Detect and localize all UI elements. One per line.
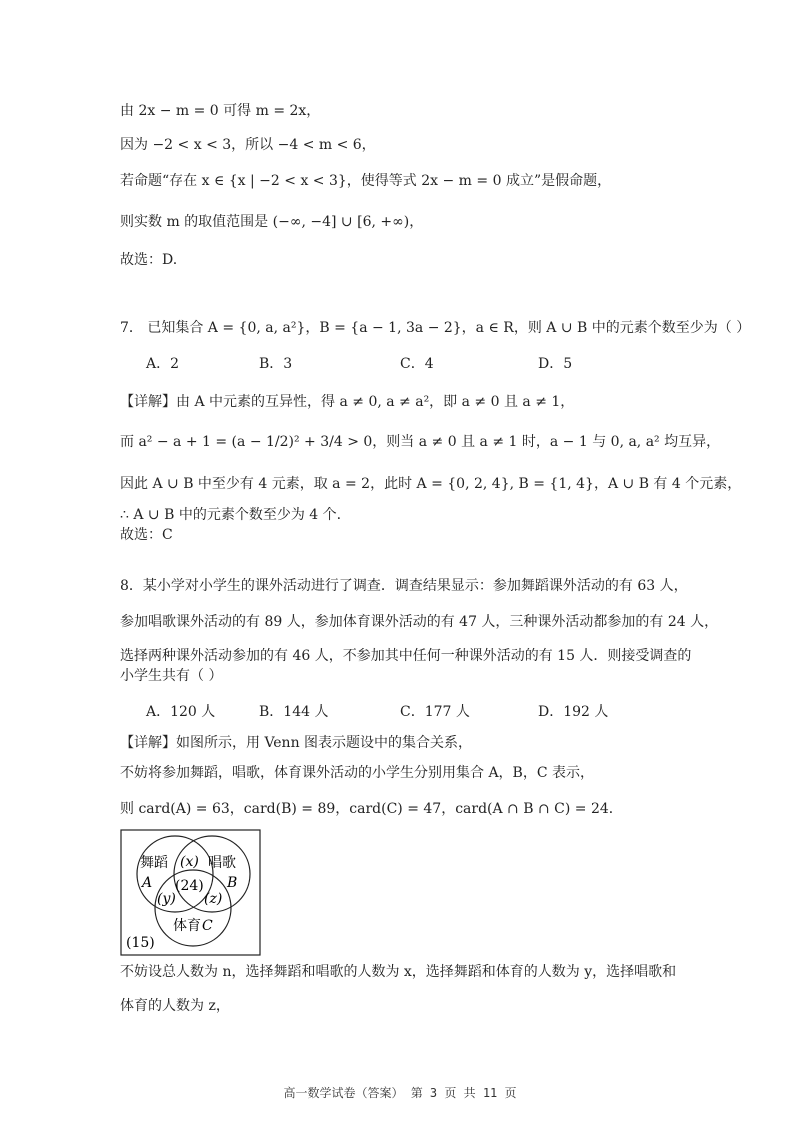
page-footer: 高一数学试卷（答案） 第 3 页 共 11 页: [283, 1086, 517, 1100]
text-line: 故选：D.: [120, 252, 178, 268]
label-x: (x): [180, 854, 199, 870]
question-7-stem: 7． 已知集合 A = {0, a, a²}，B = {a − 1, 3a − 2}，a ∈ R，则 A ∪ B 中的元素个数至少为（ ）: [120, 320, 751, 336]
q7-option-c: C．4: [400, 356, 434, 372]
q8-option-c: C．177 人: [400, 704, 470, 720]
label-set-a: A: [142, 875, 153, 891]
label-y: (y): [157, 891, 176, 907]
q8-option-d: D．192 人: [538, 704, 609, 720]
text-line: 参加唱歌课外活动的有 89 人，参加体育课外活动的有 47 人，三种课外活动都参加的有 24 人，: [120, 614, 719, 630]
label-center: (24): [175, 878, 204, 894]
text-line: 选择两种课外活动参加的有 46 人，不参加其中任何一种课外活动的有 15 人．则接受调查的: [120, 648, 692, 664]
text-line: 不妨设总人数为 n，选择舞蹈和唱歌的人数为 x，选择舞蹈和体育的人数为 y，选择唱歌和: [120, 964, 677, 980]
label-sport: 体育: [173, 918, 201, 934]
text-line: 因为 −2 < x < 3，所以 −4 < m < 6，: [120, 137, 376, 153]
text-line: 若命题“存在 x ∈ {x | −2 < x < 3}，使得等式 2x − m = 0 成立”是假命题，: [120, 173, 612, 189]
venn-diagram: [120, 829, 262, 957]
q7-option-a: A．2: [146, 356, 180, 372]
q8-option-a: A．120 人: [146, 704, 216, 720]
text-line: 小学生共有（ ）: [120, 668, 223, 684]
text-line: 【详解】由 A 中元素的互异性，得 a ≠ 0, a ≠ a²，即 a ≠ 0 且 a ≠ 1，: [120, 394, 575, 410]
text-line: 因此 A ∪ B 中至少有 4 元素，取 a = 2，此时 A = {0, 2, 4}, B = {1, 4}，A ∪ B 有 4 个元素，: [120, 476, 742, 492]
text-line: 则实数 m 的取值范围是 (−∞, −4] ∪ [6, +∞)，: [120, 214, 424, 230]
text-line: 而 a² − a + 1 = (a − 1/2)² + 3/4 > 0，则当 a ≠ 0 且 a ≠ 1 时，a − 1 与 0, a, a² 均互异，: [120, 434, 721, 450]
text-line: 故选：C: [120, 527, 173, 543]
label-z: (z): [204, 891, 223, 907]
text-line: 体育的人数为 z，: [120, 998, 230, 1014]
label-set-b: B: [227, 875, 238, 891]
text-line: 则 card(A) = 63，card(B) = 89，card(C) = 47，card(A ∩ B ∩ C) = 24．: [120, 801, 623, 817]
text-line: 【详解】如图所示，用 Venn 图表示题设中的集合关系，: [120, 735, 473, 751]
q8-option-b: B．144 人: [259, 704, 329, 720]
label-sing: 唱歌: [208, 855, 236, 871]
q7-option-b: B．3: [259, 356, 293, 372]
label-set-c: C: [202, 918, 213, 934]
label-outside: (15): [126, 935, 155, 951]
text-line: 由 2x − m = 0 可得 m = 2x，: [120, 103, 321, 119]
question-8-stem: 8．某小学对小学生的课外活动进行了调查．调查结果显示：参加舞蹈课外活动的有 63 人，: [120, 578, 688, 594]
label-dance: 舞蹈: [140, 855, 168, 871]
text-line: 不妨将参加舞蹈，唱歌，体育课外活动的小学生分别用集合 A，B，C 表示，: [120, 765, 595, 781]
text-line: ∴ A ∪ B 中的元素个数至少为 4 个.: [120, 507, 342, 523]
q7-option-d: D．5: [538, 356, 573, 372]
